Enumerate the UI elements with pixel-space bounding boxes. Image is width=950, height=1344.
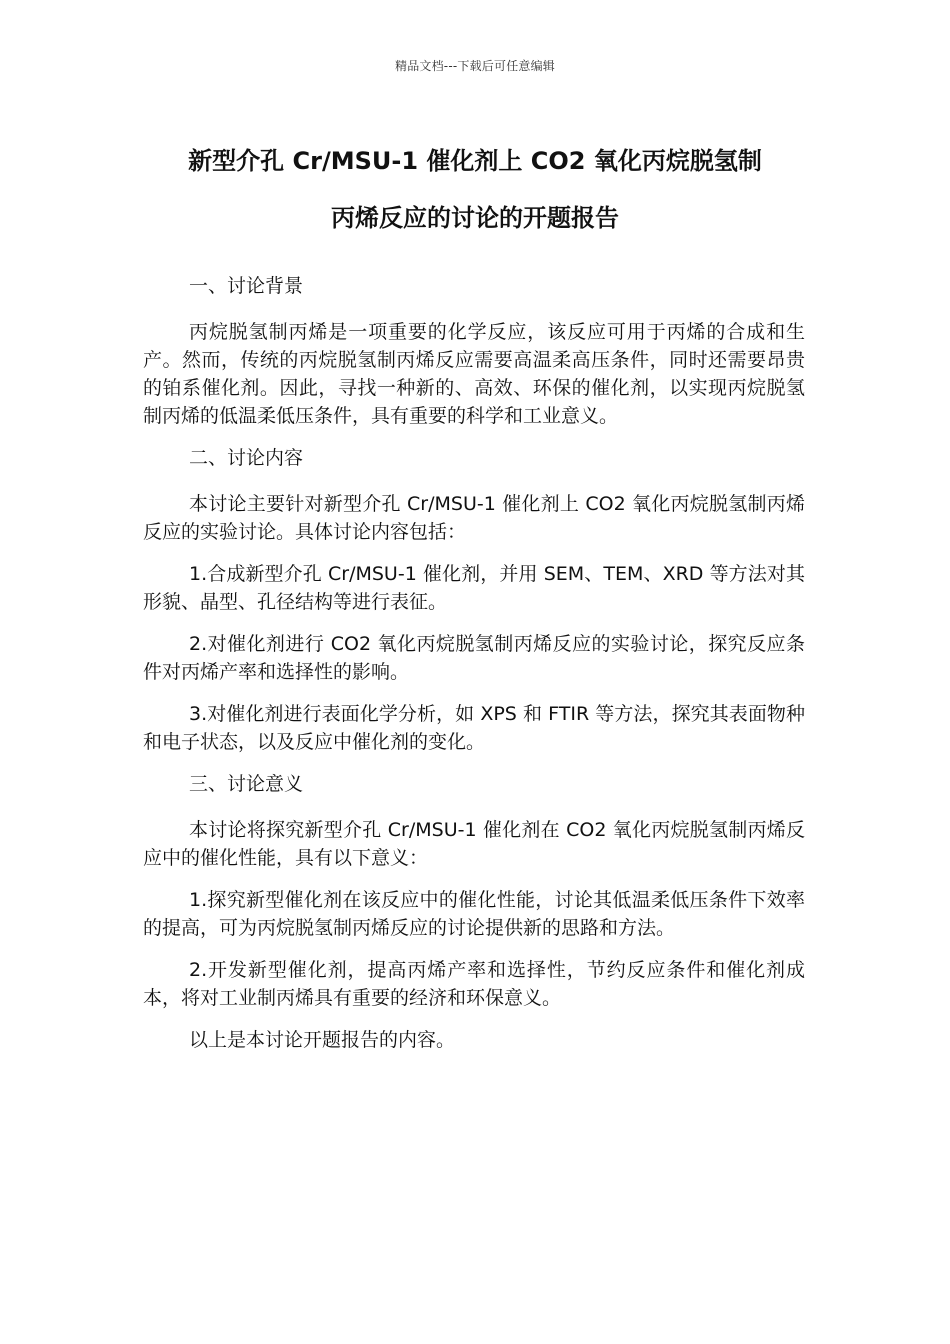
document-body bbox=[143, 272, 805, 1068]
section-heading-content: 二、讨论内容 bbox=[189, 447, 304, 469]
paragraph-significance-intro: 本讨论将探究新型介孔 Cr/MSU-1 催化剂在 CO2 氧化丙烷脱氢制丙烯反应中的催化性能，具有以下意义： bbox=[143, 819, 805, 869]
list-item-content-1: 1.合成新型介孔 Cr/MSU-1 催化剂，并用 SEM、TEM、XRD 等方法对其形貌、晶型、孔径结构等进行表征。 bbox=[143, 563, 805, 613]
page-header: 精品文档---下载后可任意编辑 bbox=[395, 59, 555, 73]
section-heading-significance: 三、讨论意义 bbox=[189, 773, 304, 795]
paragraph-closing: 以上是本讨论开题报告的内容。 bbox=[189, 1029, 456, 1051]
paragraph-background: 丙烷脱氢制丙烯是一项重要的化学反应，该反应可用于丙烯的合成和生产。然而，传统的丙烷脱氢制丙烯反应需要高温柔高压条件，同时还需要昂贵的铂系催化剂。因此，寻找一种新的、高效、环保的催化剂，以实现丙烷脱氢制丙烯的低温柔低压条件，具有重要的科学和工业意义。 bbox=[143, 321, 805, 427]
paragraph-content-intro: 本讨论主要针对新型介孔 Cr/MSU-1 催化剂上 CO2 氧化丙烷脱氢制丙烯反应的实验讨论。具体讨论内容包括： bbox=[143, 493, 805, 543]
list-item-significance-1: 1.探究新型催化剂在该反应中的催化性能，讨论其低温柔低压条件下效率的提高，可为丙烷脱氢制丙烯反应的讨论提供新的思路和方法。 bbox=[143, 889, 805, 939]
title-line-2: 丙烯反应的讨论的开题报告 bbox=[331, 204, 619, 232]
title-line-1: 新型介孔 Cr/MSU-1 催化剂上 CO2 氧化丙烷脱氢制 bbox=[188, 147, 762, 175]
list-item-significance-2: 2.开发新型催化剂，提高丙烯产率和选择性，节约反应条件和催化剂成本，将对工业制丙烯具有重要的经济和环保意义。 bbox=[143, 959, 805, 1009]
list-item-content-2: 2.对催化剂进行 CO2 氧化丙烷脱氢制丙烯反应的实验讨论，探究反应条件对丙烯产率和选择性的影响。 bbox=[143, 633, 805, 683]
section-heading-background: 一、讨论背景 bbox=[189, 275, 304, 297]
list-item-content-3: 3.对催化剂进行表面化学分析，如 XPS 和 FTIR 等方法，探究其表面物种和电子状态，以及反应中催化剂的变化。 bbox=[143, 703, 805, 753]
